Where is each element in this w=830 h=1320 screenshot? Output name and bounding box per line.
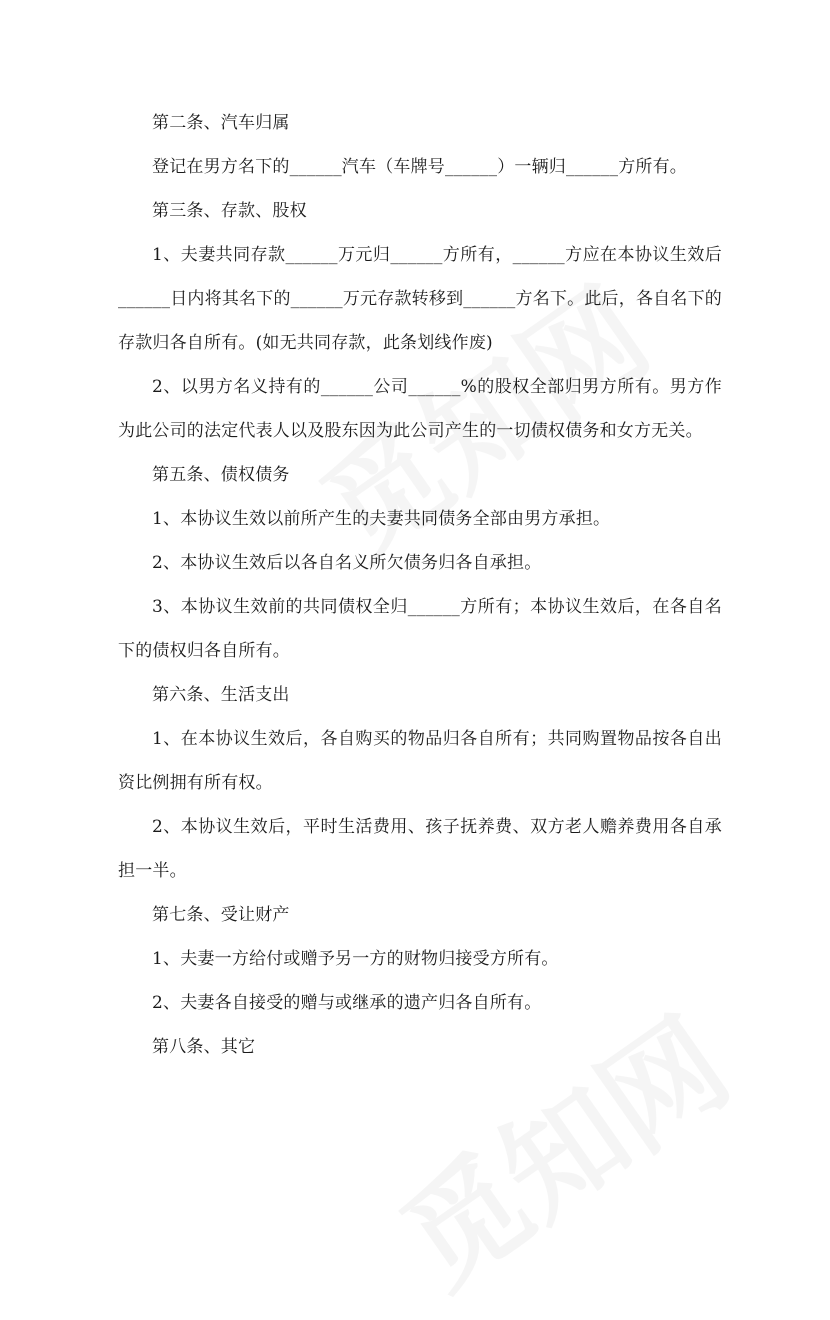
- article-7-clause-2: 2、夫妻各自接受的赠与或继承的遗产归各自所有。: [152, 993, 542, 1013]
- article-5-clause-1: 1、本协议生效以前所产生的夫妻共同债务全部由男方承担。: [152, 509, 611, 529]
- article-5-clause-2: 2、本协议生效后以各自名义所欠债务归各自承担。: [152, 553, 542, 573]
- article-6-heading: 第六条、生活支出: [152, 685, 290, 705]
- article-2-text: 登记在男方名下的______汽车（车牌号______）一辆归______方所有。: [152, 157, 687, 177]
- article-3-heading: 第三条、存款、股权: [152, 201, 307, 221]
- article-3-clause-1: 1、夫妻共同存款______万元归______方所有，______方应在本协议生效后______日内将其名下的______万元存款转移到______方名下。此后，各自名下的存款归各自所有。(如无共同存款，此条划线作废): [118, 245, 722, 353]
- article-2-heading: 第二条、汽车归属: [152, 113, 290, 133]
- article-6-clause-1: 1、在本协议生效后，各自购买的物品归各自所有；共同购置物品按各自出资比例拥有所有权。: [118, 729, 722, 793]
- article-7-clause-1: 1、夫妻一方给付或赠予另一方的财物归接受方所有。: [152, 949, 559, 969]
- article-7-heading: 第七条、受让财产: [152, 905, 290, 925]
- article-8-heading: 第八条、其它: [152, 1037, 256, 1057]
- article-5-heading: 第五条、债权债务: [152, 465, 290, 485]
- article-5-clause-3: 3、本协议生效前的共同债权全归______方所有；本协议生效后，在各自名下的债权归各自所有。: [118, 597, 722, 661]
- article-6-clause-2: 2、本协议生效后，平时生活费用、孩子抚养费、双方老人赡养费用各自承担一半。: [118, 817, 722, 881]
- article-3-clause-2: 2、以男方名义持有的______公司______%的股权全部归男方所有。男方作为此公司的法定代表人以及股东因为此公司产生的一切债权债务和女方无关。: [118, 377, 722, 441]
